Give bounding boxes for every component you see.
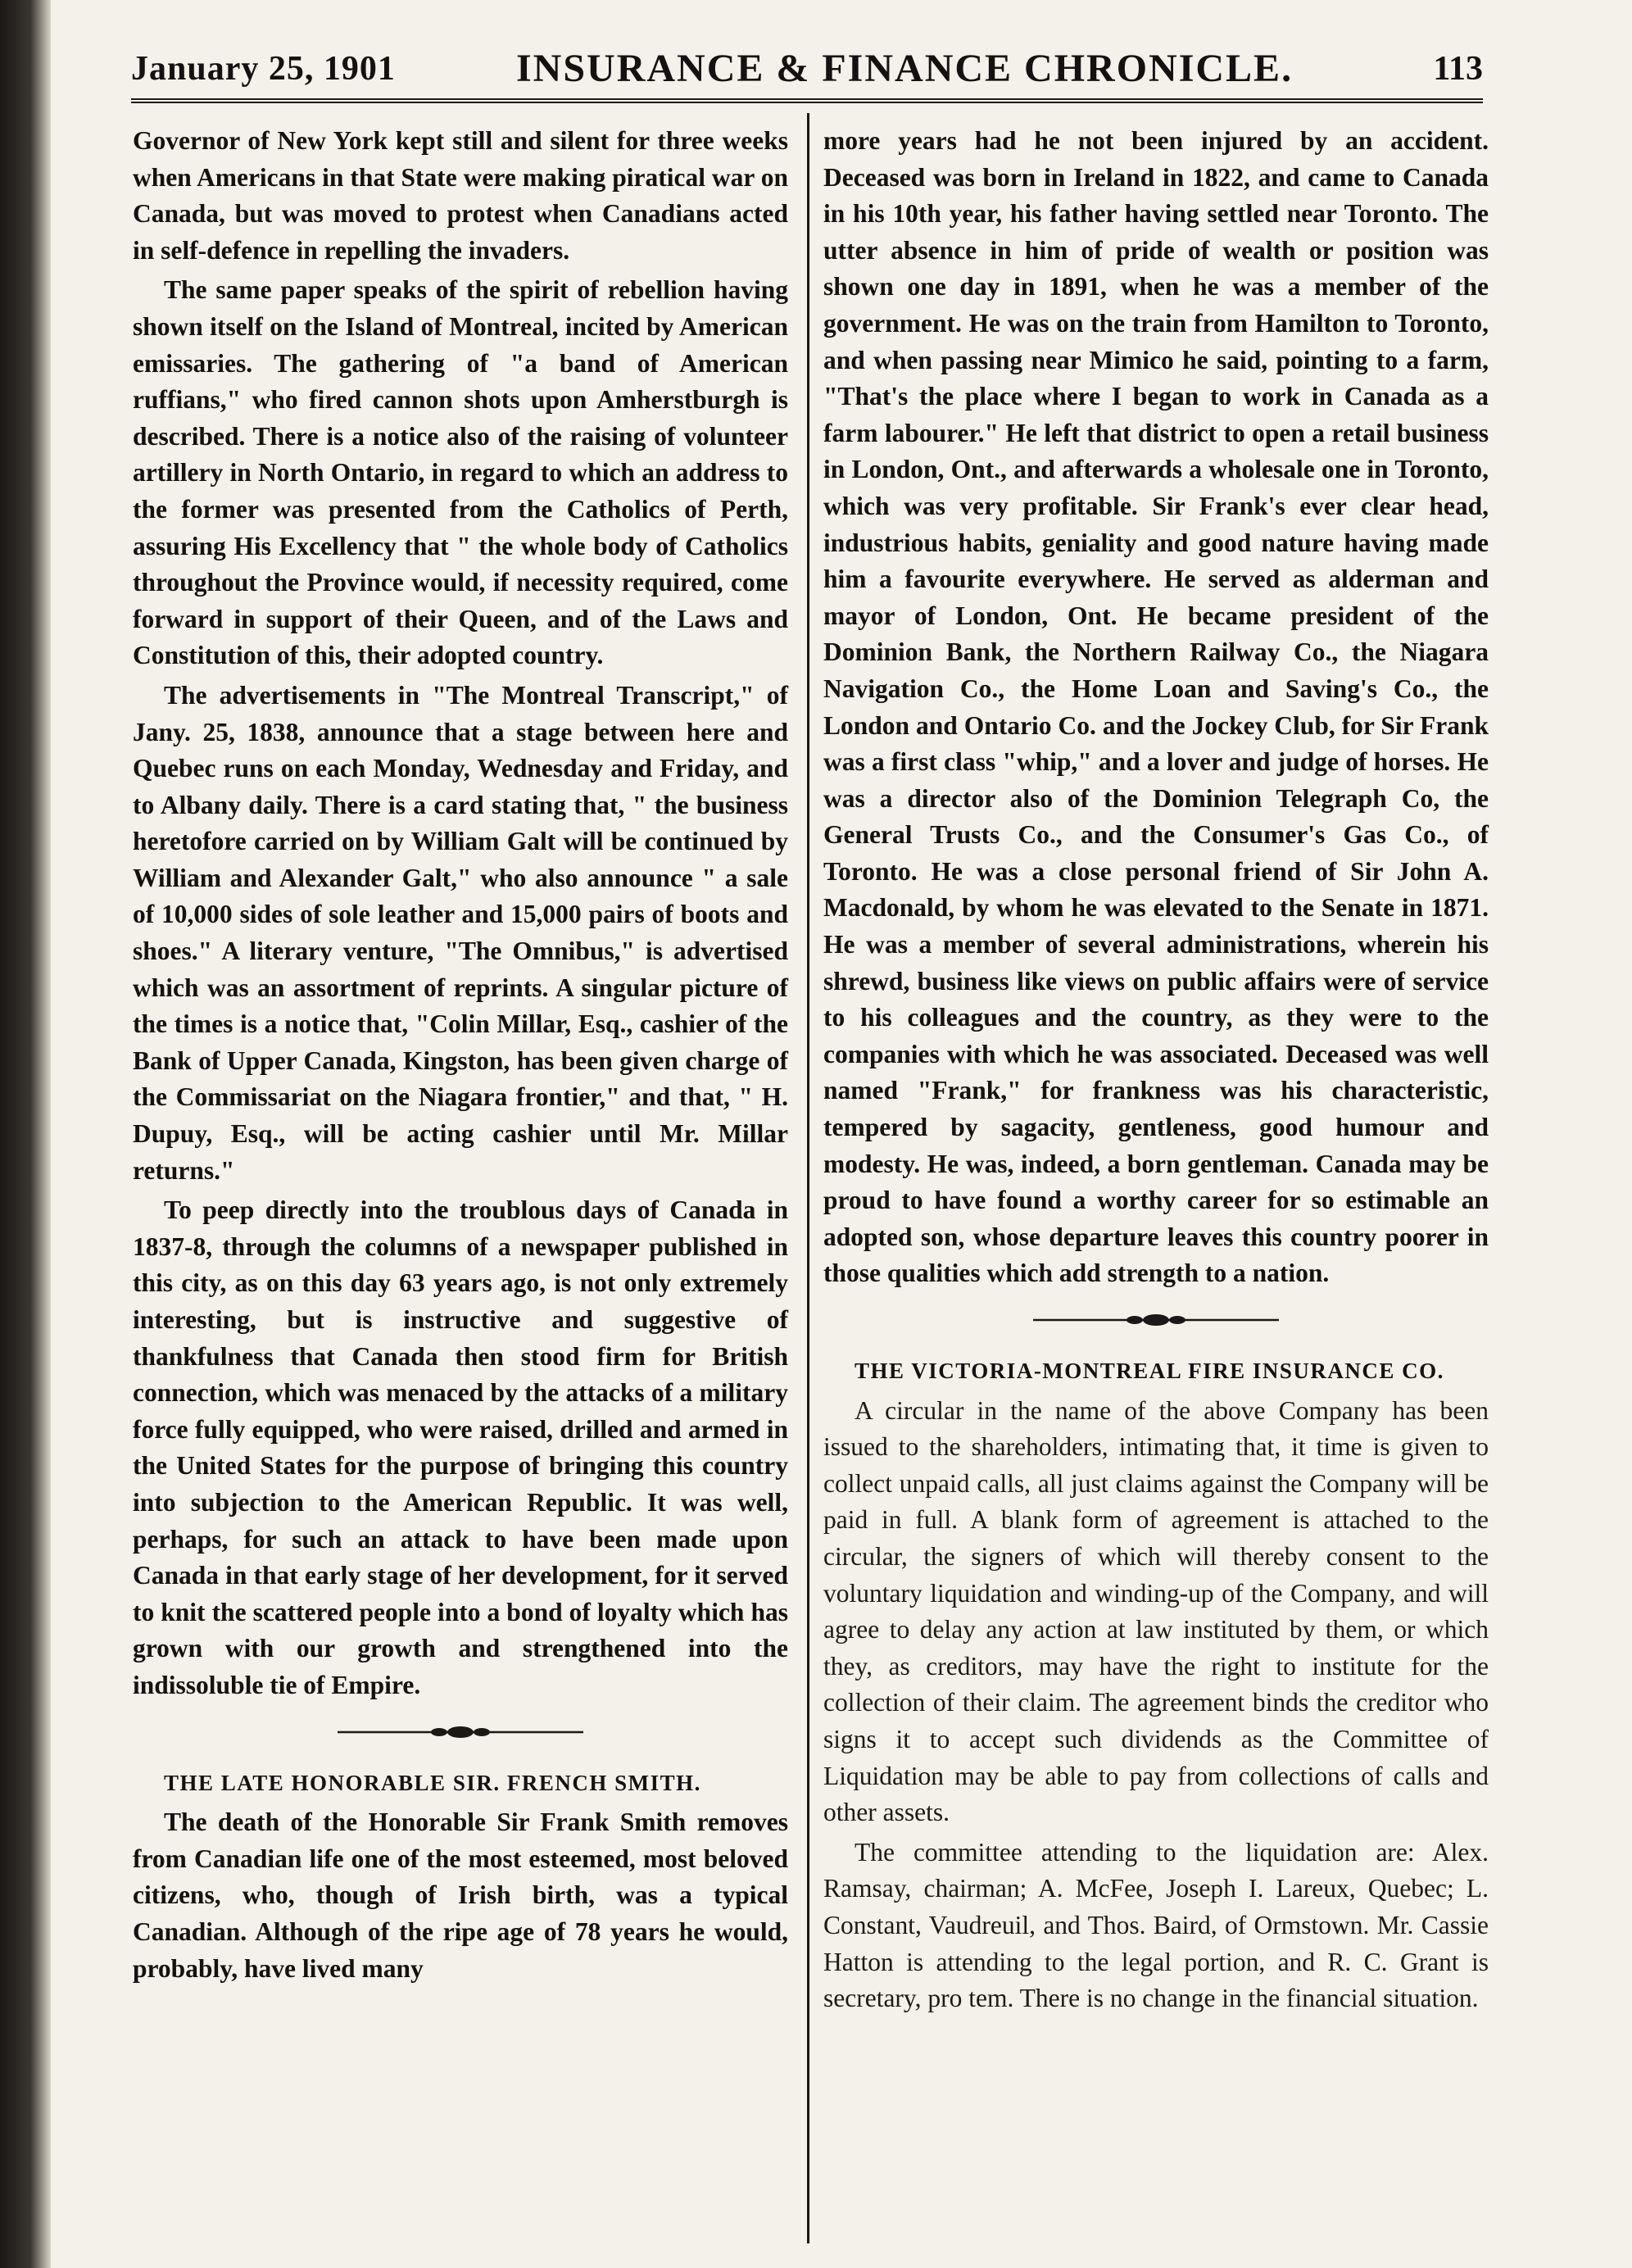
section-divider-ornament [338, 1724, 583, 1740]
article-paragraph: The death of the Honorable Sir Frank Smith removes from Canadian life one of the most esteemed, most beloved citizens, who, though of Irish birth, was a typical Canadian. Although of the ripe age of 78 years he would, probably, have lived many [133, 1808, 788, 1983]
article-paragraph: more years had he not been injured by an accident. Deceased was born in Ireland in 1822, and came to Canada in his 10th year, his father having settled near Toronto. The utter absence in him of pride of wealth or position was shown one day in 1891, when he was a member of the government. He was on the train from Hamilton to Toronto, and when passing near Mimico he said, pointing to a farm, "That's the place where I began to work in Canada as a farm labourer." He left that district to open a retail business in London, Ont., and afterwards a wholesale one in Toronto, which was very profitable. Sir Frank's ever clear head, industrious habits, geniality and good nature having made him a favourite everywhere. He served as alderman and mayor of London, Ont. He became president of the Dominion Bank, the Northern Railway Co., the Niagara Navigation Co., the Home Loan and Saving's Co., the London and Ontario Co. and the Jockey Club, for Sir Frank was a first class "whip," and a lover and judge of horses. He was a director also of the Dominion Telegraph Co, the General Trusts Co., and the Consumer's Gas Co., of Toronto. He was a close personal friend of Sir John A. Macdonald, by whom he was elevated to the Senate in 1871. He was a member of several administrations, wherein his shrewd, business like views on public affairs were of service to his colleagues and the country, as they were to the companies with which he was associated. Deceased was well named "Frank," for frankness was his characteristic, tempered by sagacity, gentleness, good humour and modesty. He was, indeed, a born gentleman. Canada may be proud to have found a worthy career for so estimable an adopted son, whose departure leaves this country poorer in those qualities which add strength to a nation. [823, 126, 1489, 1288]
section-heading-victoria-montreal: THE VICTORIA-MONTREAL FIRE INSURANCE CO. [855, 1359, 1444, 1383]
article-paragraph: A circular in the name of the above Company has been issued to the shareholders, intimating that, it time is given to collect unpaid calls, all just claims against the Company will be paid in full. A blank form of agreement is attached to the circular, the signers of which will thereby consent to the voluntary liquidation and winding-up of the Company, and will agree to delay any action at law instituted by them, or which they, as creditors, may have the right to institute for the collection of their claim. The agreement binds the creditor who signs it to accept such dividends as the Committee of Liquidation may be able to pay from collections of calls and other assets. [823, 1395, 1489, 1827]
article-paragraph: The committee attending to the liquidation are: Alex. Ramsay, chairman; A. McFee, Joseph I. Lareux, Quebec; L. Constant, Vaudreuil, and Thos. Baird, of Ormstown. Mr. Cassie Hatton is attending to the legal portion, and R. C. Grant is secretary, pro tem. There is no change in the financial situation. [823, 1837, 1489, 2013]
right-column [823, 123, 1489, 2017]
section-divider-ornament [1033, 1312, 1279, 1328]
header-title: INSURANCE & FINANCE CHRONICLE. [516, 47, 1294, 90]
left-column [133, 123, 788, 1987]
header-page-number: 113 [1433, 50, 1483, 88]
header-rule [131, 98, 1483, 103]
page-binding-edge [0, 0, 51, 2268]
article-paragraph: To peep directly into the troublous days of Canada in 1837-8, through the columns of a newspaper published in this city, as on this day 63 years ago, is not only extremely interesting, but is instructive and suggestive of thankfulness that Canada then stood firm for British connection, which was menaced by the attacks of a military force fully equipped, who were raised, drilled and armed in the United States for the purpose of bringing this country into subjection to the American Republic. It was well, perhaps, for such an attack to have been made upon Canada in that early stage of her development, for it served to knit the scattered people into a bond of loyalty which has grown with our growth and strengthened into the indissoluble tie of Empire. [133, 1195, 788, 1699]
column-divider [807, 113, 809, 2243]
header-date: January 25, 1901 [131, 50, 396, 88]
article-paragraph: The advertisements in "The Montreal Transcript," of Jany. 25, 1838, announce that a stage between here and Quebec runs on each Monday, Wednesday and Friday, and to Albany daily. There is a card stating that, " the business heretofore carried on by William Galt will be continued by William and Alexander Galt," who also announce " a sale of 10,000 sides of sole leather and 15,000 pairs of boots and shoes." A literary venture, "The Omnibus," is advertised which was an assortment of reprints. A singular picture of the times is a notice that, "Colin Millar, Esq., cashier of the Bank of Upper Canada, Kingston, has been given charge of the Commissariat on the Niagara frontier," and that, " H. Dupuy, Esq., will be acting cashier until Mr. Millar returns." [133, 680, 788, 1185]
section-heading-sir-frank-smith: THE LATE HONORABLE SIR. FRENCH SMITH. [164, 1770, 701, 1795]
article-paragraph: Governor of New York kept still and silent for three weeks when Americans in that State were making piratical war on Canada, but was moved to protest when Canadians acted in self-defence in repelling the invaders. [133, 126, 788, 265]
article-paragraph: The same paper speaks of the spirit of rebellion having shown itself on the Island of Montreal, incited by American emissaries. The gathering of "a band of American ruffians," who fired cannon shots upon Amherstburgh is described. There is a notice also of the raising of volunteer artillery in North Ontario, in regard to which an address to the former was presented from the Catholics of Perth, assuring His Excellency that " the whole body of Catholics throughout the Province would, if necessity required, come forward in support of their Queen, and of the Laws and Constitution of this, their adopted country. [133, 275, 788, 670]
page-header [131, 43, 1483, 100]
